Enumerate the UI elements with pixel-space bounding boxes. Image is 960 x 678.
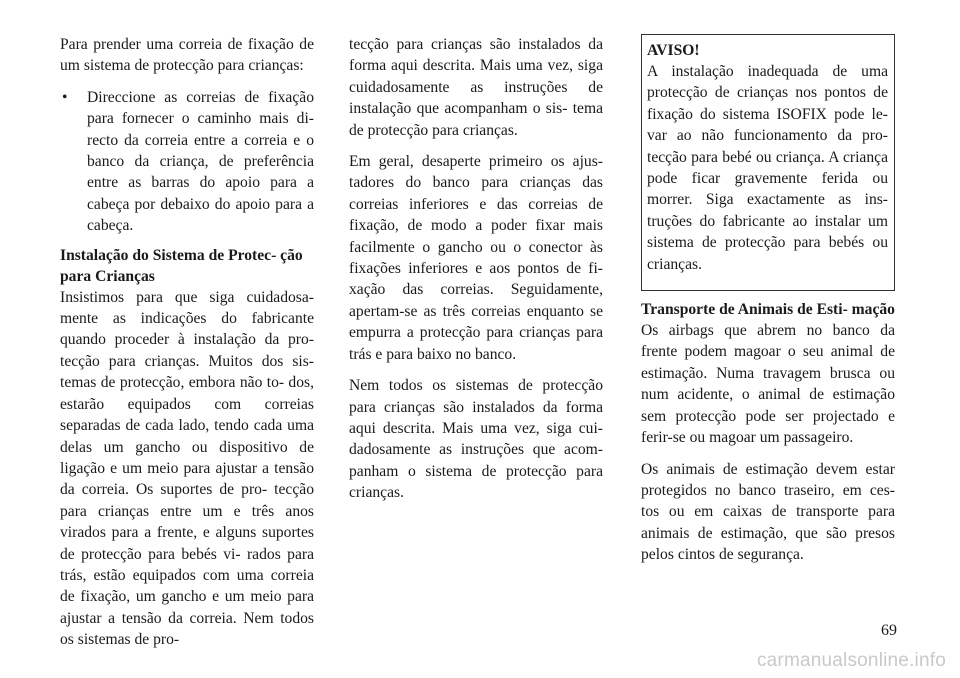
body-paragraph: Nem todos os sistemas de protecção para crianças são instalados da forma aqui descrita. Mais uma vez, siga cui- dadosamente as instruções que acom- panham o sistema de protecção para crianças. [349, 377, 603, 502]
column-1 [60, 34, 314, 661]
watermark: carmanualsonline.info [756, 650, 946, 671]
bullet-list [60, 87, 314, 237]
body-paragraph: Insistimos para que siga cuidadosa- mente as indicações do fabricante quando proceder à instalação da pro- tecção para crianças. Muitos dos sis- temas de protecção, embora não to- dos, estarão equipados com correias separadas de cada lado, tendo cada uma delas um gancho ou dispositivo de ligação e um meio para ajustar a tensão da correia. Os suportes de pro- tecção para crianças entre um e três anos virados para a frente, e alguns suportes de protecção para bebés vi- rados para trás, estão equipados com uma correia de fixação, um gancho e um meio para ajustar a tensão da correia. Nem todos os sistemas de pro- [60, 288, 314, 649]
column-3 [641, 34, 895, 576]
body-paragraph: Os animais de estimação devem estar protegidos no banco traseiro, em ces- tos ou em caixas de transporte para animais de estimação, que são presos pelos cintos de segurança. [641, 460, 895, 564]
bullet-item: • Direccione as correias de fixação para fornecer o caminho mais di- recto da correia entre a correia e o banco da criança, de preferência entre as barras do apoio para a cabeça por debaixo do apoio para a cabeça. [60, 87, 314, 237]
warning-box [641, 34, 895, 291]
intro-paragraph: Para prender uma correia de fixação de um sistema de protecção para crianças: [60, 36, 314, 75]
body-paragraph: Os airbags que abrem no banco da frente podem magoar o seu animal de estimação. Numa travagem brusca ou num acidente, o animal de estimação sem protecção pode ser projectado e ferir-se ou magoar um passageiro. [641, 322, 895, 447]
body-paragraph: tecção para crianças são instalados da forma aqui descrita. Mais uma vez, siga cuidadosamente as instruções de instalação que acompanham o sis- tema de protecção para crianças. [349, 36, 603, 139]
column-2 [349, 34, 603, 514]
section-heading-pets: Transporte de Animais de Esti- mação [641, 301, 895, 319]
warning-text: A instalação inadequada de uma protecção de crianças nos pontos de fixação do sistema ISOFIX pode le- var ao não funcionamento da pro- tecção para bebé ou criança. A criança pode ficar gravemente ferida ou morrer. Siga exactamente as ins- truções do fabricante ao instalar um sistema de protecção para bebés ou crianças. [647, 63, 888, 273]
section-heading-child-restraint: Instalação do Sistema de Protec- ção para Crianças [60, 246, 303, 285]
page-number: 69 [881, 622, 897, 639]
warning-title: AVISO! [647, 42, 700, 59]
body-paragraph: Em geral, desaperte primeiro os ajus- tadores do banco para crianças das correias inferiores e das correias de fixação, de modo a poder fixar mais facilmente o gancho ou o conector às fixações inferiores e aos pontos de fi- xação das correias. Seguidamente, apertam-se as três correias enquanto se empurra a protecção para crianças para trás e para baixo no banco. [349, 153, 603, 363]
